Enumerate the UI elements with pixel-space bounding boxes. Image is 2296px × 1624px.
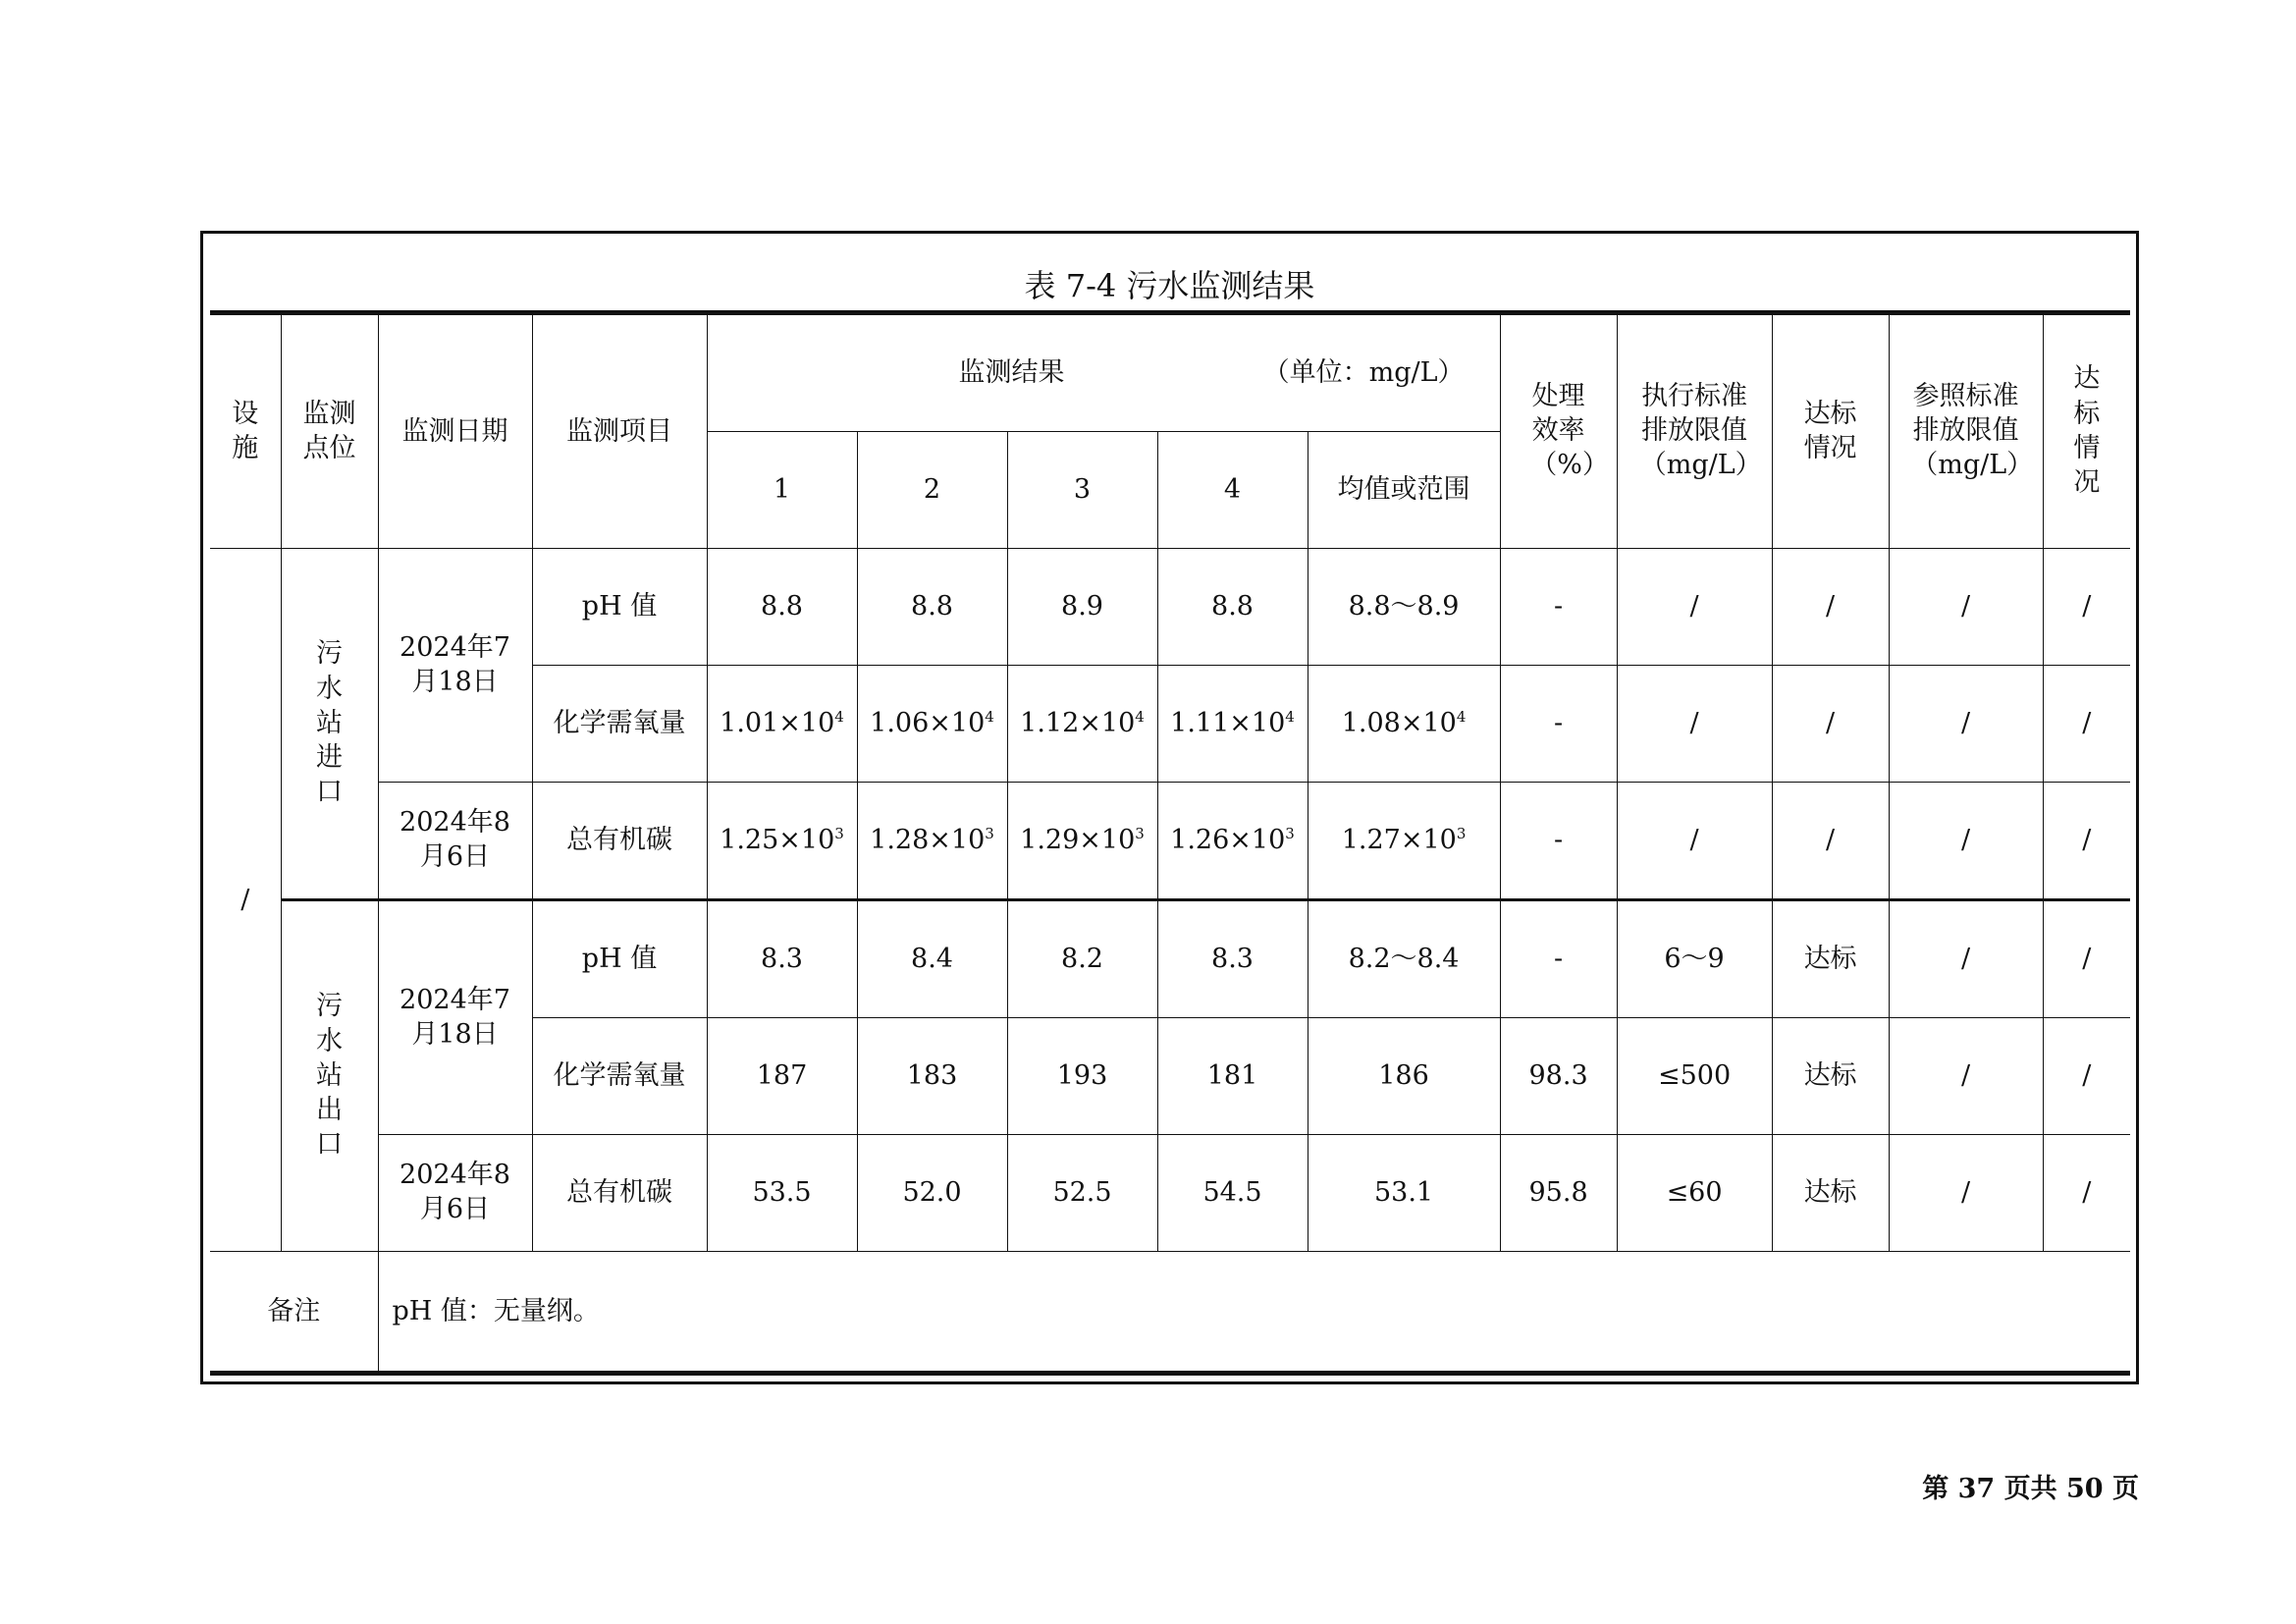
header-facility: 设施 — [210, 313, 281, 549]
status-cell: 达标 — [1772, 900, 1889, 1018]
value-cell: 193 — [1007, 1018, 1157, 1135]
facility-cell: / — [210, 549, 281, 1252]
value-cell: 8.9 — [1007, 549, 1157, 666]
average-cell: 8.8～8.9 — [1308, 549, 1500, 666]
header-unit: （单位：mg/L） — [1262, 357, 1465, 389]
item-cell: 化学需氧量 — [532, 666, 707, 783]
item-cell: 总有机碳 — [532, 1135, 707, 1252]
status-cell: 达标 — [1772, 1018, 1889, 1135]
value-cell: $1.25\times 10^3$ — [707, 783, 857, 900]
item-cell: pH 值 — [532, 900, 707, 1018]
item-cell: pH 值 — [532, 549, 707, 666]
standard-cell: ≤500 — [1617, 1018, 1772, 1135]
reference-cell: / — [1889, 1018, 2043, 1135]
efficiency-cell: 98.3 — [1500, 1018, 1617, 1135]
status-cell: / — [1772, 549, 1889, 666]
value-cell: 181 — [1157, 1018, 1308, 1135]
value-cell: $1.01\times 10^4$ — [707, 666, 857, 783]
value-cell: 54.5 — [1157, 1135, 1308, 1252]
table-caption: 表 7-4 污水监测结果 — [1024, 267, 1315, 304]
status2-cell: / — [2043, 549, 2130, 666]
standard-cell: / — [1617, 666, 1772, 783]
header-sample-1: 1 — [707, 432, 857, 549]
value-cell: 53.5 — [707, 1135, 857, 1252]
value-cell: $1.28\times 10^3$ — [857, 783, 1007, 900]
status-cell: / — [1772, 783, 1889, 900]
item-cell: 化学需氧量 — [532, 1018, 707, 1135]
reference-cell: / — [1889, 783, 2043, 900]
header-sample-3: 3 — [1007, 432, 1157, 549]
status-cell: / — [1772, 666, 1889, 783]
efficiency-cell: - — [1500, 549, 1617, 666]
value-cell: $1.26\times 10^3$ — [1157, 783, 1308, 900]
efficiency-cell: - — [1500, 900, 1617, 1018]
reference-cell: / — [1889, 1135, 2043, 1252]
point-inlet: 污水站进口 — [281, 549, 378, 900]
status2-cell: / — [2043, 900, 2130, 1018]
header-sample-4: 4 — [1157, 432, 1308, 549]
header-results — [707, 313, 1500, 432]
average-cell: 8.2～8.4 — [1308, 900, 1500, 1018]
header-standard: 执行标准排放限值（mg/L） — [1617, 313, 1772, 549]
efficiency-cell: - — [1500, 666, 1617, 783]
value-cell: $1.29\times 10^3$ — [1007, 783, 1157, 900]
value-cell: 187 — [707, 1018, 857, 1135]
reference-cell: / — [1889, 666, 2043, 783]
value-cell: 8.8 — [1157, 549, 1308, 666]
status2-cell: / — [2043, 1018, 2130, 1135]
header-results-label: 监测结果 — [958, 357, 1065, 389]
value-cell: $1.06\times 10^4$ — [857, 666, 1007, 783]
reference-cell: / — [1889, 900, 2043, 1018]
remark-label: 备注 — [210, 1252, 378, 1374]
average-cell: 53.1 — [1308, 1135, 1500, 1252]
point-outlet: 污水站出口 — [281, 900, 378, 1252]
average-cell: $1.27\times 10^3$ — [1308, 783, 1500, 900]
efficiency-cell: - — [1500, 783, 1617, 900]
date-cell: 2024年7月18日 — [378, 549, 532, 783]
header-date: 监测日期 — [378, 313, 532, 549]
standard-cell: / — [1617, 549, 1772, 666]
value-cell: 183 — [857, 1018, 1007, 1135]
header-reference: 参照标准排放限值（mg/L） — [1889, 313, 2043, 549]
date-cell: 2024年8月6日 — [378, 1135, 532, 1252]
header-point: 监测点位 — [281, 313, 378, 549]
value-cell: 8.3 — [707, 900, 857, 1018]
value-cell: 8.3 — [1157, 900, 1308, 1018]
header-status-2: 达标情况 — [2043, 313, 2130, 549]
item-cell: 总有机碳 — [532, 783, 707, 900]
efficiency-cell: 95.8 — [1500, 1135, 1617, 1252]
average-cell: $1.08\times 10^4$ — [1308, 666, 1500, 783]
standard-cell: / — [1617, 783, 1772, 900]
value-cell: 8.8 — [857, 549, 1007, 666]
average-cell: 186 — [1308, 1018, 1500, 1135]
page-number: 第 37 页共 50 页 — [1922, 1474, 2139, 1504]
date-cell: 2024年7月18日 — [378, 900, 532, 1135]
header-item: 监测项目 — [532, 313, 707, 549]
status2-cell: / — [2043, 783, 2130, 900]
reference-cell: / — [1889, 549, 2043, 666]
status-cell: 达标 — [1772, 1135, 1889, 1252]
standard-cell: 6～9 — [1617, 900, 1772, 1018]
value-cell: 52.5 — [1007, 1135, 1157, 1252]
value-cell: $1.11\times 10^4$ — [1157, 666, 1308, 783]
header-sample-2: 2 — [857, 432, 1007, 549]
status2-cell: / — [2043, 666, 2130, 783]
status2-cell: / — [2043, 1135, 2130, 1252]
value-cell: 52.0 — [857, 1135, 1007, 1252]
date-cell: 2024年8月6日 — [378, 783, 532, 900]
value-cell: $1.12\times 10^4$ — [1007, 666, 1157, 783]
monitoring-table — [210, 310, 2130, 1376]
value-cell: 8.2 — [1007, 900, 1157, 1018]
value-cell: 8.8 — [707, 549, 857, 666]
remark-text: pH 值：无量纲。 — [378, 1252, 2130, 1374]
standard-cell: ≤60 — [1617, 1135, 1772, 1252]
header-average: 均值或范围 — [1308, 432, 1500, 549]
value-cell: 8.4 — [857, 900, 1007, 1018]
header-efficiency: 处理效率（%） — [1500, 313, 1617, 549]
header-status: 达标情况 — [1772, 313, 1889, 549]
